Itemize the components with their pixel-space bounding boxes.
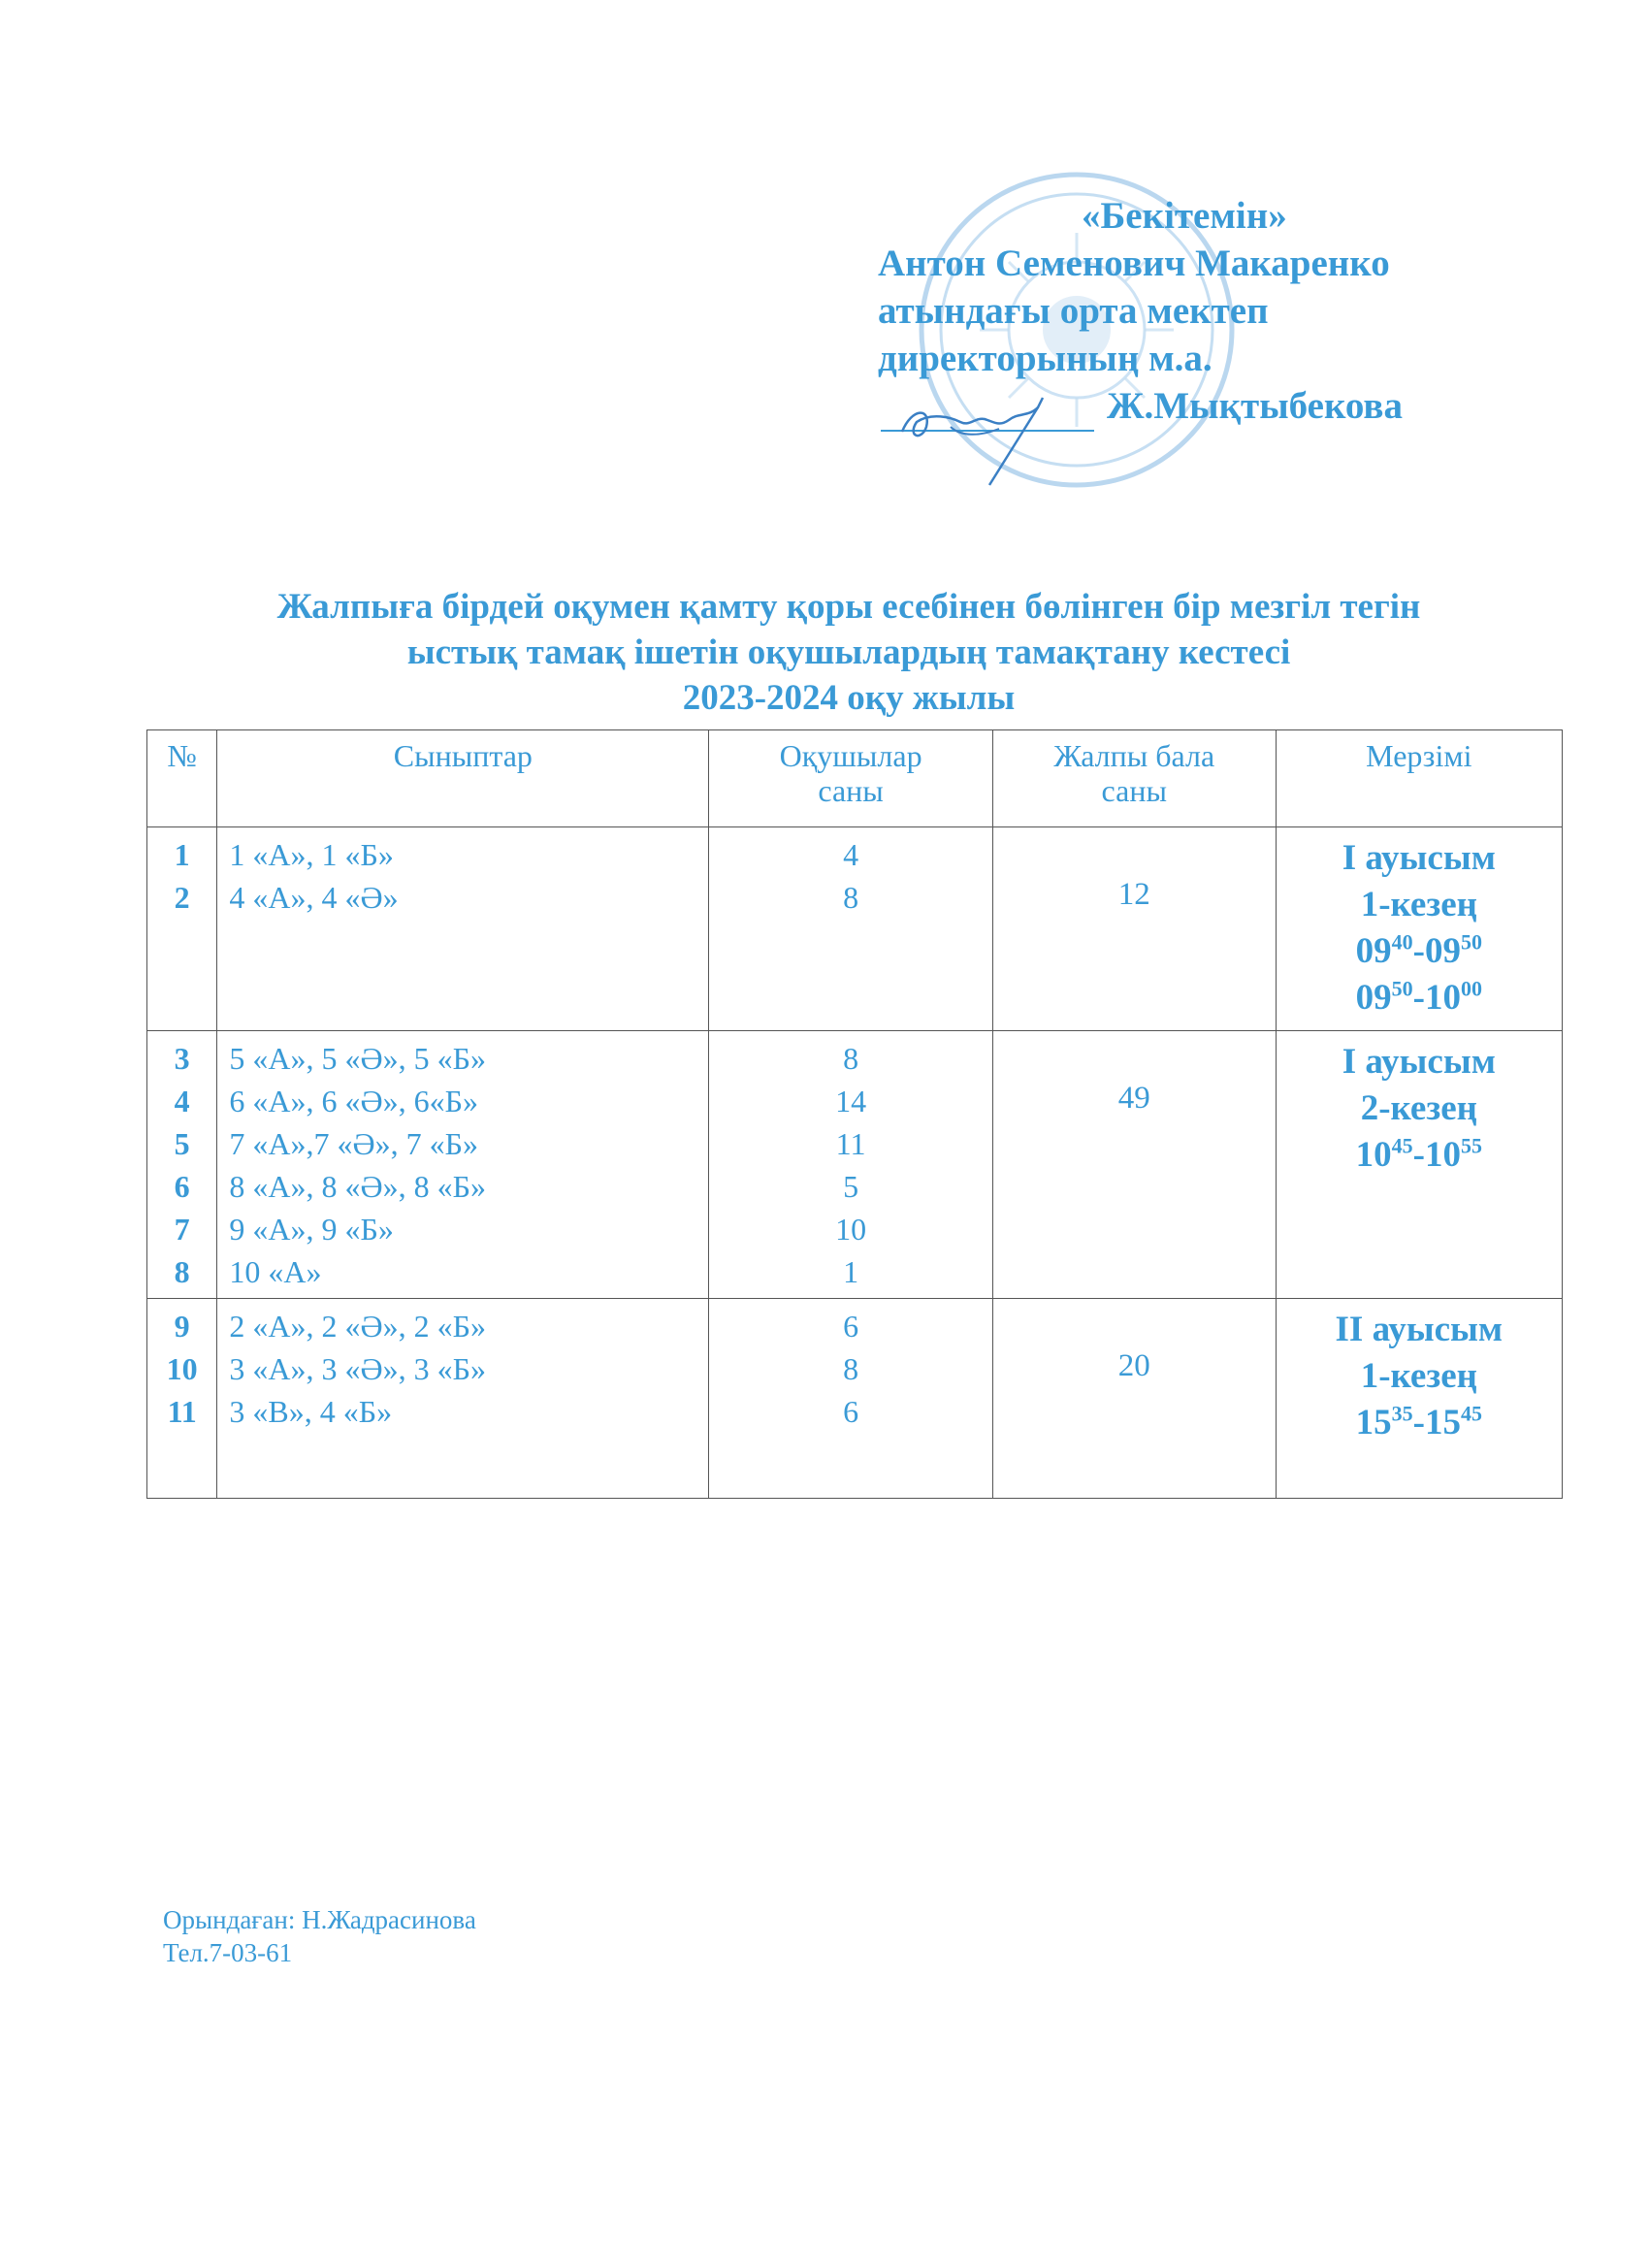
student-count: 11 <box>835 1126 866 1161</box>
class-list: 3 «В», 4 «Б» <box>229 1394 393 1429</box>
approval-school-type: атындағы орта мектеп <box>878 290 1269 332</box>
student-count: 8 <box>843 1351 859 1386</box>
row-numbers <box>147 827 217 1031</box>
student-count: 8 <box>843 1041 859 1076</box>
group-total <box>992 1031 1276 1299</box>
time-range: $09^{50}-10^{00}$ <box>1355 976 1482 1018</box>
executor-name: Орындаған: Н.Жадрасинова <box>163 1905 476 1934</box>
row-counts <box>709 1299 993 1499</box>
group-total <box>992 827 1276 1031</box>
approval-heading: «Бекітемін» <box>1082 195 1287 237</box>
header-student-count <box>709 730 993 827</box>
row-counts <box>709 1031 993 1299</box>
stage-label: 1-кезең <box>1360 885 1477 924</box>
row-number: 6 <box>174 1169 190 1204</box>
shift-label: I ауысым <box>1342 1042 1496 1082</box>
student-count: 14 <box>835 1084 867 1118</box>
group-period <box>1276 827 1562 1031</box>
group-total-value: 12 <box>1117 877 1150 912</box>
group-period <box>1276 1299 1562 1499</box>
row-number: 8 <box>174 1254 190 1289</box>
shift-label: II ауысым <box>1335 1310 1504 1349</box>
row-number: 5 <box>174 1126 190 1161</box>
approval-school-name: Антон Семенович Макаренко <box>878 243 1390 284</box>
row-counts <box>709 827 993 1031</box>
title-line-2: ыстық тамақ ішетін оқушылардың тамақтану кестесі <box>406 632 1291 672</box>
student-count: 4 <box>843 837 859 872</box>
table-row <box>147 1299 1563 1499</box>
row-number: 4 <box>174 1084 190 1118</box>
meal-schedule-table <box>146 729 1563 1499</box>
student-count: 6 <box>843 1394 859 1429</box>
row-numbers <box>147 1031 217 1299</box>
time-range: $15^{35}-15^{45}$ <box>1355 1401 1482 1442</box>
executor-phone: Тел.7-03-61 <box>163 1938 293 1967</box>
approval-signer: Ж.Мықтыбекова <box>1107 385 1403 427</box>
class-list: 3 «А», 3 «Ә», 3 «Б» <box>229 1351 486 1386</box>
time-range: $09^{40}-09^{50}$ <box>1355 929 1482 971</box>
group-total-value: 20 <box>1117 1348 1150 1383</box>
title-line-1: Жалпыға бірдей оқумен қамту қоры есебінен бөлінген бір мезгіл тегін <box>276 587 1421 627</box>
student-count: 8 <box>843 880 859 915</box>
header-total-count <box>992 730 1276 827</box>
student-count: 10 <box>835 1212 867 1247</box>
shift-label: I ауысым <box>1342 838 1496 878</box>
class-list: 4 «А», 4 «Ә» <box>229 880 399 915</box>
document-title <box>146 584 1552 721</box>
row-number: 1 <box>174 837 190 872</box>
row-number: 10 <box>166 1351 198 1386</box>
class-list: 7 «А»,7 «Ә», 7 «Б» <box>229 1126 478 1161</box>
row-numbers <box>147 1299 217 1499</box>
group-total-value: 49 <box>1117 1081 1150 1116</box>
class-list: 5 «А», 5 «Ә», 5 «Б» <box>229 1041 486 1076</box>
document-footer <box>163 1903 476 1969</box>
row-number: 2 <box>174 880 190 915</box>
table-row <box>147 1031 1563 1299</box>
class-list: 6 «А», 6 «Ә», 6«Б» <box>229 1084 478 1118</box>
row-classes <box>217 1299 709 1499</box>
student-count: 1 <box>843 1254 859 1289</box>
class-list: 2 «А», 2 «Ә», 2 «Б» <box>229 1309 486 1344</box>
title-line-3: 2023-2024 оқу жылы <box>682 678 1016 718</box>
class-list: 10 «А» <box>229 1254 322 1289</box>
header-total-count-line-1: Жалпы бала <box>1053 738 1215 773</box>
header-student-count-line-1: Оқушылар <box>779 738 922 773</box>
row-number: 7 <box>174 1212 190 1247</box>
student-count: 5 <box>843 1169 859 1204</box>
row-number: 3 <box>174 1041 190 1076</box>
handwritten-signature <box>892 388 1067 495</box>
row-classes <box>217 827 709 1031</box>
class-list: 9 «А», 9 «Б» <box>229 1212 394 1247</box>
header-period: Мерзімі <box>1276 730 1562 827</box>
class-list: 1 «А», 1 «Б» <box>229 837 394 872</box>
stage-label: 1-кезең <box>1360 1356 1477 1396</box>
time-range: $10^{45}-10^{55}$ <box>1355 1133 1482 1175</box>
row-number: 9 <box>174 1309 190 1344</box>
row-number: 11 <box>167 1394 197 1429</box>
table-header-row <box>147 730 1563 827</box>
header-total-count-line-2: саны <box>1101 773 1167 808</box>
header-classes: Сыныптар <box>217 730 709 827</box>
header-no: № <box>147 730 217 827</box>
stage-label: 2-кезең <box>1360 1088 1477 1128</box>
class-list: 8 «А», 8 «Ә», 8 «Б» <box>229 1169 486 1204</box>
table-row <box>147 827 1563 1031</box>
row-classes <box>217 1031 709 1299</box>
group-period <box>1276 1031 1562 1299</box>
group-total <box>992 1299 1276 1499</box>
header-student-count-line-2: саны <box>818 773 884 808</box>
student-count: 6 <box>843 1309 859 1344</box>
approval-position: директорының м.а. <box>878 338 1212 379</box>
